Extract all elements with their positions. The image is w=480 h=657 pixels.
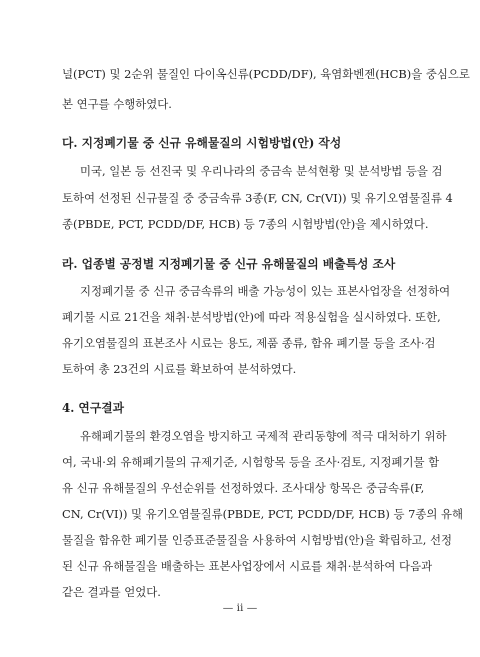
text-line: 유해폐기물의 환경오염을 방지하고 국제적 관리동향에 적극 대처하기 위하: [80, 429, 447, 443]
text-line: 널(PCT) 및 2순위 물질인 다이옥신류(PCDD/DF), 육염화벤젠(HCB)을 중심으로: [62, 67, 470, 81]
text-line: 토하여 총 23건의 시료를 확보하여 분석하였다.: [62, 362, 297, 376]
text-line: 미국, 일본 등 선진국 및 우리나라의 중금속 분석현황 및 분석방법 등을 검: [80, 164, 443, 178]
text-line: 같은 결과를 얻었다.: [62, 585, 161, 599]
text-line: 유 신규 유해물질의 우선순위를 선정하였다. 조사대상 항목은 중금속류(F,: [62, 481, 425, 495]
section-heading: 4. 연구결과: [62, 401, 125, 415]
text-line: 지정폐기물 중 신규 중금속류의 배출 가능성이 있는 표본사업장을 선정하여: [80, 284, 451, 298]
text-line: CN, Cr(VI)) 및 유기오염물질류(PBDE, PCT, PCDD/DF, HCB) 등 7종의 유해: [62, 507, 463, 521]
section-heading: 라. 업종별 공정별 지정폐기물 중 신규 유해물질의 배출특성 조사: [62, 257, 396, 271]
page-number: — ii —: [222, 602, 258, 614]
text-line: 본 연구를 수행하였다.: [62, 97, 172, 111]
text-line: 토하여 선정된 신규물질 중 중금속류 3종(F, CN, Cr(VI)) 및 유기오염물질류 4: [62, 191, 453, 205]
text-line: 유기오염물질의 표본조사 시료는 용도, 제품 종류, 함유 폐기물 등을 조사·검: [62, 336, 436, 350]
text-line: 된 신규 유해물질을 배출하는 표본사업장에서 시료를 채취·분석하여 다음과: [62, 559, 433, 573]
section-heading: 다. 지정폐기물 중 신규 유해물질의 시험방법(안) 작성: [62, 136, 342, 150]
text-line: 종(PBDE, PCT, PCDD/DF, HCB) 등 7종의 시험방법(안)을 제시하였다.: [62, 217, 429, 231]
text-line: 폐기물 시료 21건을 채취·분석방법(안)에 따라 적용실험을 실시하였다. 또한,: [62, 310, 441, 324]
text-line: 여, 국내·외 유해폐기물의 규제기준, 시험항목 등을 조사·검토, 지정폐기물 함: [62, 455, 440, 469]
text-line: 물질을 함유한 폐기물 인증표준물질을 사용하여 시험방법(안)을 확립하고, 선정: [62, 533, 452, 547]
